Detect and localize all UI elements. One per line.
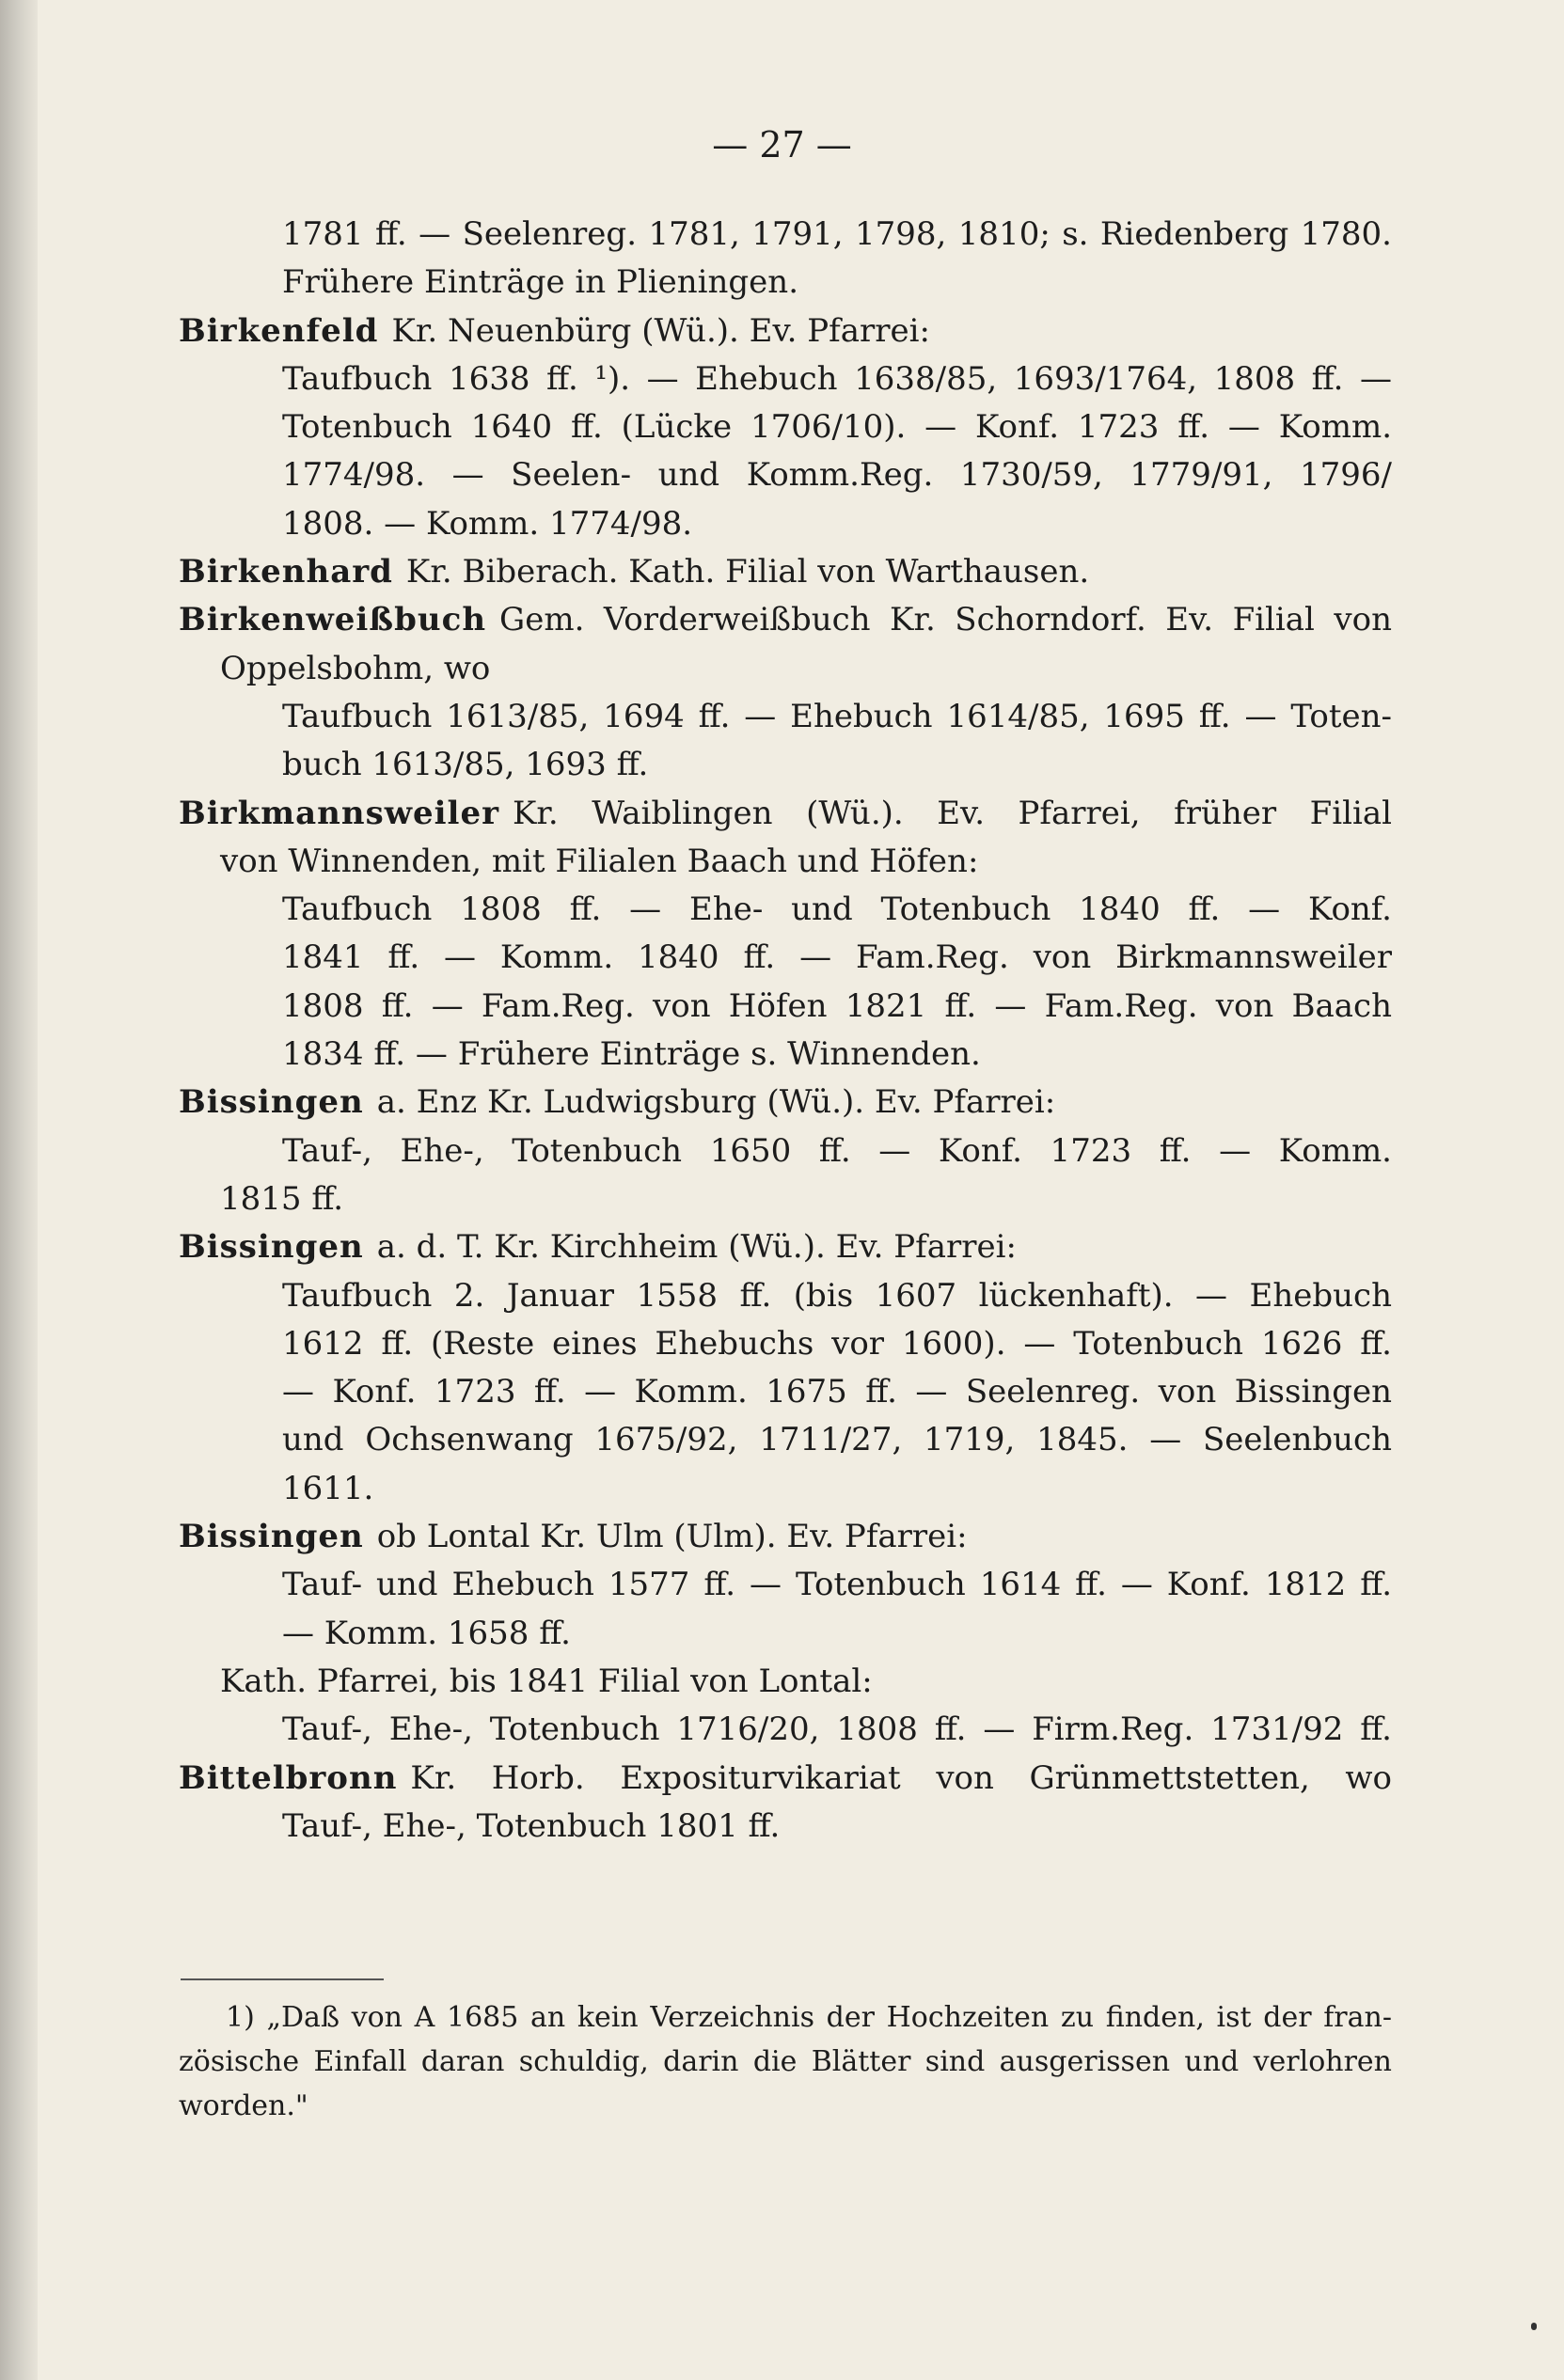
place-heading: Birkenhard [179,553,393,591]
entry-line [179,934,1392,982]
entry-text: Totenbuch 1640 ff. (Lücke 1706/10). — Konf. 1723 ff. — Komm. [282,408,1392,447]
entry-line [179,645,1392,693]
entry-text: Taufbuch 1613/85, 1694 ff. — Ehebuch 1614/85, 1695 ff. — Toten- [282,697,1392,735]
entry-text: Tauf-, Ehe-, Totenbuch 1801 ff. [282,1806,781,1845]
entry-line [179,1031,1392,1079]
entry-text: Kr. Horb. Expositurvikariat von Grünmettstetten, wo [410,1758,1392,1797]
entry-line [179,1706,1392,1754]
entry-line [179,500,1392,548]
place-heading: Birkenweißbuch [179,601,487,639]
page-gutter-shadow [0,0,38,2380]
entry-line [179,886,1392,934]
entry-text: ob Lontal Kr. Ulm (Ulm). Ev. Pfarrei: [376,1518,968,1556]
entry-text: und Ochsenwang 1675/92, 1711/27, 1719, 1845. — Seelenbuch [282,1421,1392,1459]
entry-line [179,1368,1392,1416]
entry-line [179,1465,1392,1513]
place-heading: Bissingen [179,1083,364,1122]
entry-line [179,1272,1392,1320]
entry-line-with-heading [179,596,1392,644]
entry-line [179,1320,1392,1368]
entry-line [179,403,1392,451]
entry-line [179,693,1392,741]
footnote-line: 1) „Daß von A 1685 an kein Verzeichnis der Hochzeiten zu finden, ist der fran- [226,2001,1392,2034]
entry-line [179,1803,1392,1851]
entry-line [179,211,1392,259]
entry-line-with-heading [179,1513,1392,1561]
entry-text: Gem. Vorderweißbuch Kr. Schorndorf. Ev. Filial von [499,601,1392,639]
entry-text: Tauf- und Ehebuch 1577 ff. — Totenbuch 1614 ff. — Konf. 1812 ff. [282,1566,1392,1604]
place-heading: Bissingen [179,1518,364,1556]
entry-text: Taufbuch 1638 ff. ¹). — Ehebuch 1638/85, 1693/1764, 1808 ff. — [282,359,1392,398]
entry-text: — Komm. 1658 ff. [282,1614,571,1652]
place-heading: Bittelbronn [179,1758,398,1797]
entry-line-with-heading [179,1223,1392,1271]
entry-text: Kr. Biberach. Kath. Filial von Warthausen. [405,553,1090,591]
entry-text: buch 1613/85, 1693 ff. [282,746,649,784]
footnote [179,1995,1392,2128]
entry-text: 1612 ff. (Reste eines Ehebuchs vor 1600). — Totenbuch 1626 ff. [282,1324,1392,1363]
entry-text: 1841 ff. — Komm. 1840 ff. — Fam.Reg. von Birkmannsweiler [282,938,1392,977]
entry-text: a. d. T. Kr. Kirchheim (Wü.). Ev. Pfarrei: [376,1228,1017,1267]
entry-line [179,741,1392,789]
entry-line [179,1561,1392,1609]
entry-text: 1815 ff. [220,1179,344,1218]
entry-text: von Winnenden, mit Filialen Baach und Höfen: [220,842,979,880]
entry-text: 1611. [282,1469,374,1507]
entry-text: Oppelsbohm, wo [220,649,491,687]
entry-line-with-heading [179,548,1392,596]
entry-text: Taufbuch 1808 ff. — Ehe- und Totenbuch 1840 ff. — Konf. [282,891,1392,929]
entry-line [179,1416,1392,1464]
entry-text: 1774/98. — Seelen- und Komm.Reg. 1730/59, 1779/91, 1796/ [282,456,1392,495]
entry-line [179,983,1392,1031]
entry-line [179,1658,1392,1706]
entry-line-with-heading [179,1079,1392,1127]
place-heading: Birkenfeld [179,311,379,350]
entry-text: Tauf-, Ehe-, Totenbuch 1650 ff. — Konf. 1723 ff. — Komm. [282,1131,1392,1170]
entry-line-with-heading [179,790,1392,838]
entry-line [179,451,1392,499]
entry-text: Kath. Pfarrei, bis 1841 Filial von Lontal: [220,1662,873,1700]
footnote-line: zösische Einfall daran schuldig, darin die Blätter sind ausgerissen und verlohren [179,2045,1392,2078]
footnote-separator [181,1978,384,1980]
entry-text: a. Enz Kr. Ludwigsburg (Wü.). Ev. Pfarrei: [376,1083,1056,1122]
entry-text: Frühere Einträge in Plieningen. [282,263,798,302]
entry-text: 1808. — Komm. 1774/98. [282,504,693,543]
entry-line [179,259,1392,307]
entry-text: Taufbuch 2. Januar 1558 ff. (bis 1607 lückenhaft). — Ehebuch [282,1276,1392,1315]
entry-text: 1834 ff. — Frühere Einträge s. Winnenden. [282,1035,981,1074]
footnote-line: worden." [179,2089,308,2122]
entry-line [179,1127,1392,1175]
entry-text: Tauf-, Ehe-, Totenbuch 1716/20, 1808 ff. — Firm.Reg. 1731/92 ff. [282,1710,1392,1749]
entry-line [179,838,1392,886]
entry-text: Kr. Waiblingen (Wü.). Ev. Pfarrei, früher Filial [513,794,1392,832]
entry-text: 1781 ff. — Seelenreg. 1781, 1791, 1798, 1810; s. Riedenberg 1780. [282,215,1392,253]
place-heading: Bissingen [179,1228,364,1267]
entry-text: — Konf. 1723 ff. — Komm. 1675 ff. — Seelenreg. von Bissingen [282,1373,1392,1411]
entry-text: Kr. Neuenbürg (Wü.). Ev. Pfarrei: [391,311,930,350]
entry-line [179,1610,1392,1658]
ink-speck [1531,2323,1537,2330]
entry-line [179,355,1392,403]
page-number: — 27 — [712,124,852,165]
place-heading: Birkmannsweiler [179,794,499,832]
register-entries [179,211,1392,1851]
entry-line-with-heading [179,307,1392,355]
entry-text: 1808 ff. — Fam.Reg. von Höfen 1821 ff. — Fam.Reg. von Baach [282,986,1392,1025]
entry-line-with-heading [179,1755,1392,1803]
entry-line [179,1175,1392,1223]
